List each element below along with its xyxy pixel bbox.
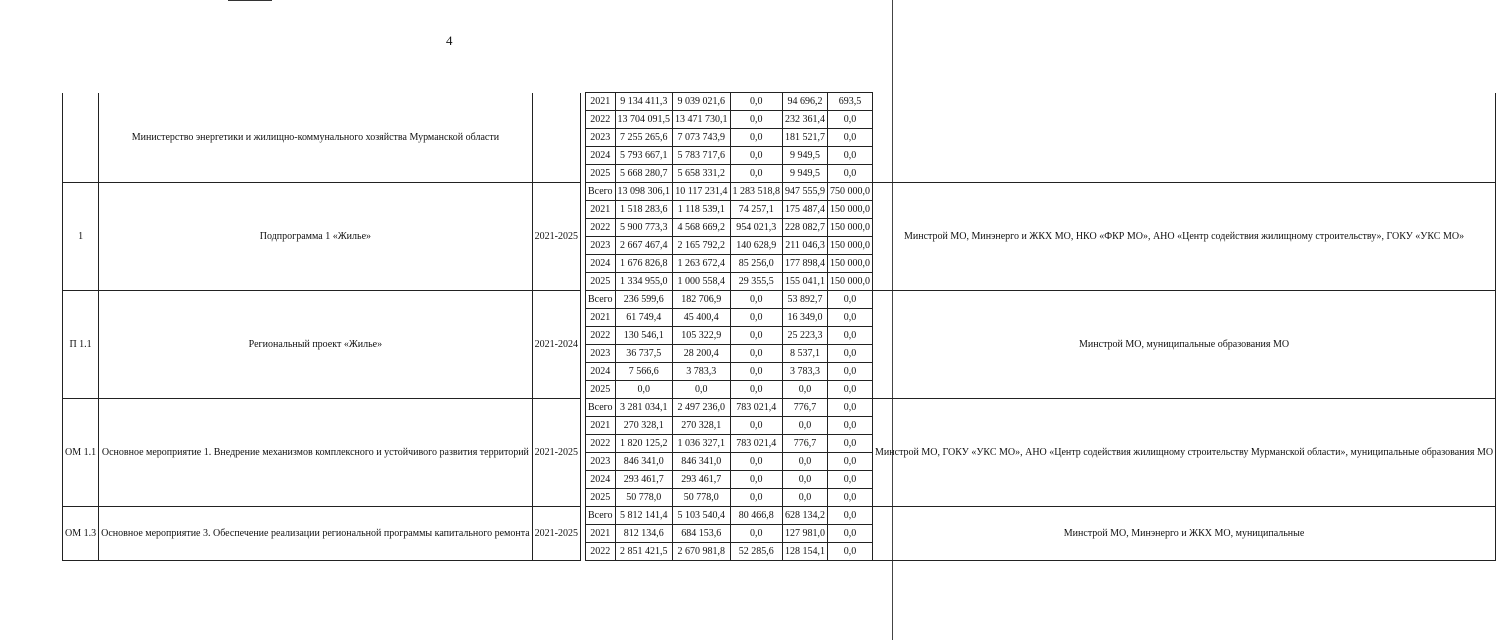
year-cell: 2022	[586, 435, 616, 453]
year-cell: 2021	[586, 417, 616, 435]
item-period: 2021-2024	[532, 291, 580, 399]
amount-cell: 7 073 743,9	[673, 129, 731, 147]
amount-cell: 846 341,0	[673, 453, 731, 471]
amount-cell: 3 783,3	[783, 363, 828, 381]
item-number: 1	[63, 183, 99, 291]
year-cell: 2021	[586, 309, 616, 327]
amount-cell: 0,0	[828, 111, 873, 129]
amount-cell: 2 497 236,0	[673, 399, 731, 417]
amount-cell: 0,0	[730, 525, 783, 543]
amount-cell: 1 518 283,6	[615, 201, 673, 219]
item-executor: Минстрой МО, Минэнерго и ЖКХ МО, НКО «ФКР МО», АНО «Центр содействия жилищному строительству», ГОКУ «УКС МО»	[873, 183, 1496, 291]
amount-cell: 10 117 231,4	[673, 183, 731, 201]
amount-cell: 0,0	[730, 471, 783, 489]
year-cell: 2023	[586, 453, 616, 471]
year-cell: 2025	[586, 489, 616, 507]
item-period: 2021-2025	[532, 399, 580, 507]
amount-cell: 50 778,0	[673, 489, 731, 507]
amount-cell: 2 670 981,8	[673, 543, 731, 561]
amount-cell: 0,0	[730, 417, 783, 435]
amount-cell: 0,0	[730, 129, 783, 147]
amount-cell: 812 134,6	[615, 525, 673, 543]
year-cell: 2024	[586, 363, 616, 381]
amount-cell: 947 555,9	[783, 183, 828, 201]
table-row	[63, 183, 1496, 201]
amount-cell: 0,0	[730, 345, 783, 363]
amount-cell: 0,0	[828, 507, 873, 525]
item-number: ОМ 1.3	[63, 507, 99, 561]
amount-cell: 776,7	[783, 399, 828, 417]
amount-cell: 80 466,8	[730, 507, 783, 525]
amount-cell: 150 000,0	[828, 237, 873, 255]
year-cell: 2023	[586, 237, 616, 255]
amount-cell: 0,0	[730, 453, 783, 471]
amount-cell: 128 154,1	[783, 543, 828, 561]
amount-cell: 25 223,3	[783, 327, 828, 345]
amount-cell: 74 257,1	[730, 201, 783, 219]
amount-cell: 94 696,2	[783, 93, 828, 111]
amount-cell: 2 165 792,2	[673, 237, 731, 255]
amount-cell: 0,0	[783, 417, 828, 435]
amount-cell: 9 134 411,3	[615, 93, 673, 111]
amount-cell: 150 000,0	[828, 255, 873, 273]
amount-cell: 270 328,1	[673, 417, 731, 435]
amount-cell: 0,0	[730, 363, 783, 381]
year-cell: Всего	[586, 291, 616, 309]
table-row	[63, 93, 1496, 111]
amount-cell: 0,0	[828, 345, 873, 363]
year-cell: 2025	[586, 381, 616, 399]
amount-cell: 1 283 518,8	[730, 183, 783, 201]
item-name: Подпрограмма 1 «Жилье»	[99, 183, 533, 291]
year-cell: 2022	[586, 219, 616, 237]
year-cell: 2023	[586, 129, 616, 147]
amount-cell: 693,5	[828, 93, 873, 111]
amount-cell: 0,0	[828, 453, 873, 471]
amount-cell: 4 568 669,2	[673, 219, 731, 237]
amount-cell: 0,0	[828, 525, 873, 543]
amount-cell: 177 898,4	[783, 255, 828, 273]
year-cell: 2024	[586, 255, 616, 273]
amount-cell: 0,0	[730, 489, 783, 507]
amount-cell: 45 400,4	[673, 309, 731, 327]
amount-cell: 150 000,0	[828, 201, 873, 219]
amount-cell: 16 349,0	[783, 309, 828, 327]
table-row	[63, 399, 1496, 417]
amount-cell: 29 355,5	[730, 273, 783, 291]
amount-cell: 182 706,9	[673, 291, 731, 309]
amount-cell: 8 537,1	[783, 345, 828, 363]
page-number: 4	[446, 33, 453, 48]
year-cell: 2021	[586, 201, 616, 219]
amount-cell: 0,0	[730, 111, 783, 129]
amount-cell: 0,0	[730, 291, 783, 309]
amount-cell: 3 783,3	[673, 363, 731, 381]
amount-cell: 228 082,7	[783, 219, 828, 237]
amount-cell: 0,0	[730, 327, 783, 345]
amount-cell: 0,0	[828, 327, 873, 345]
year-cell: 2024	[586, 147, 616, 165]
amount-cell: 5 103 540,4	[673, 507, 731, 525]
item-executor	[873, 93, 1496, 183]
amount-cell: 0,0	[828, 399, 873, 417]
item-number	[63, 93, 99, 183]
amount-cell: 0,0	[828, 363, 873, 381]
amount-cell: 5 900 773,3	[615, 219, 673, 237]
amount-cell: 0,0	[730, 93, 783, 111]
amount-cell: 0,0	[828, 147, 873, 165]
amount-cell: 85 256,0	[730, 255, 783, 273]
amount-cell: 181 521,7	[783, 129, 828, 147]
amount-cell: 3 281 034,1	[615, 399, 673, 417]
amount-cell: 0,0	[673, 381, 731, 399]
amount-cell: 0,0	[783, 381, 828, 399]
amount-cell: 52 285,6	[730, 543, 783, 561]
amount-cell: 5 812 141,4	[615, 507, 673, 525]
year-cell: 2022	[586, 111, 616, 129]
item-executor: Минстрой МО, Минэнерго и ЖКХ МО, муниципальные	[873, 507, 1496, 561]
amount-cell: 0,0	[730, 309, 783, 327]
amount-cell: 175 487,4	[783, 201, 828, 219]
year-cell: 2021	[586, 525, 616, 543]
amount-cell: 293 461,7	[673, 471, 731, 489]
amount-cell: 53 892,7	[783, 291, 828, 309]
amount-cell: 270 328,1	[615, 417, 673, 435]
amount-cell: 13 471 730,1	[673, 111, 731, 129]
amount-cell: 0,0	[615, 381, 673, 399]
item-period: 2021-2025	[532, 507, 580, 561]
amount-cell: 0,0	[828, 309, 873, 327]
amount-cell: 1 263 672,4	[673, 255, 731, 273]
amount-cell: 236 599,6	[615, 291, 673, 309]
year-cell: 2024	[586, 471, 616, 489]
item-number: П 1.1	[63, 291, 99, 399]
amount-cell: 776,7	[783, 435, 828, 453]
amount-cell: 0,0	[828, 291, 873, 309]
amount-cell: 0,0	[828, 165, 873, 183]
amount-cell: 150 000,0	[828, 219, 873, 237]
amount-cell: 628 134,2	[783, 507, 828, 525]
amount-cell: 0,0	[730, 147, 783, 165]
amount-cell: 1 118 539,1	[673, 201, 731, 219]
amount-cell: 1 820 125,2	[615, 435, 673, 453]
amount-cell: 211 046,3	[783, 237, 828, 255]
amount-cell: 130 546,1	[615, 327, 673, 345]
amount-cell: 783 021,4	[730, 399, 783, 417]
amount-cell: 0,0	[828, 543, 873, 561]
amount-cell: 155 041,1	[783, 273, 828, 291]
amount-cell: 0,0	[828, 417, 873, 435]
amount-cell: 61 749,4	[615, 309, 673, 327]
year-cell: Всего	[586, 507, 616, 525]
amount-cell: 0,0	[730, 381, 783, 399]
amount-cell: 1 000 558,4	[673, 273, 731, 291]
amount-cell: 9 039 021,6	[673, 93, 731, 111]
amount-cell: 5 793 667,1	[615, 147, 673, 165]
year-cell: Всего	[586, 399, 616, 417]
amount-cell: 293 461,7	[615, 471, 673, 489]
amount-cell: 0,0	[828, 471, 873, 489]
amount-cell: 7 566,6	[615, 363, 673, 381]
amount-cell: 5 658 331,2	[673, 165, 731, 183]
year-cell: 2023	[586, 345, 616, 363]
amount-cell: 0,0	[783, 489, 828, 507]
year-cell: 2022	[586, 327, 616, 345]
amount-cell: 0,0	[828, 129, 873, 147]
year-cell: 2025	[586, 165, 616, 183]
item-name: Региональный проект «Жилье»	[99, 291, 533, 399]
amount-cell: 2 851 421,5	[615, 543, 673, 561]
amount-cell: 0,0	[828, 489, 873, 507]
amount-cell: 0,0	[783, 471, 828, 489]
table-row	[63, 291, 1496, 309]
amount-cell: 105 322,9	[673, 327, 731, 345]
amount-cell: 13 704 091,5	[615, 111, 673, 129]
amount-cell: 50 778,0	[615, 489, 673, 507]
amount-cell: 232 361,4	[783, 111, 828, 129]
amount-cell: 0,0	[783, 453, 828, 471]
amount-cell: 9 949,5	[783, 165, 828, 183]
amount-cell: 127 981,0	[783, 525, 828, 543]
amount-cell: 7 255 265,6	[615, 129, 673, 147]
top-rule	[228, 0, 272, 1]
amount-cell: 150 000,0	[828, 273, 873, 291]
amount-cell: 1 676 826,8	[615, 255, 673, 273]
amount-cell: 28 200,4	[673, 345, 731, 363]
amount-cell: 684 153,6	[673, 525, 731, 543]
amount-cell: 140 628,9	[730, 237, 783, 255]
amount-cell: 36 737,5	[615, 345, 673, 363]
amount-cell: 783 021,4	[730, 435, 783, 453]
amount-cell: 954 021,3	[730, 219, 783, 237]
amount-cell: 5 668 280,7	[615, 165, 673, 183]
budget-table	[62, 92, 1496, 561]
item-name: Министерство энергетики и жилищно-коммунального хозяйства Мурманской области	[99, 93, 533, 183]
item-name: Основное мероприятие 3. Обеспечение реализации региональной программы капитального ремонта	[99, 507, 533, 561]
year-cell: Всего	[586, 183, 616, 201]
year-cell: 2021	[586, 93, 616, 111]
table-row	[63, 507, 1496, 525]
amount-cell: 1 334 955,0	[615, 273, 673, 291]
item-executor: Минстрой МО, муниципальные образования МО	[873, 291, 1496, 399]
item-number: ОМ 1.1	[63, 399, 99, 507]
amount-cell: 9 949,5	[783, 147, 828, 165]
item-executor: Минстрой МО, ГОКУ «УКС МО», АНО «Центр содействия жилищному строительству Мурманской области», муниципальные образования МО	[873, 399, 1496, 507]
amount-cell: 750 000,0	[828, 183, 873, 201]
item-period: 2021-2025	[532, 183, 580, 291]
amount-cell: 0,0	[828, 435, 873, 453]
item-name: Основное мероприятие 1. Внедрение механизмов комплексного и устойчивого развития территорий	[99, 399, 533, 507]
item-period	[532, 93, 580, 183]
amount-cell: 846 341,0	[615, 453, 673, 471]
amount-cell: 0,0	[828, 381, 873, 399]
year-cell: 2025	[586, 273, 616, 291]
amount-cell: 1 036 327,1	[673, 435, 731, 453]
amount-cell: 5 783 717,6	[673, 147, 731, 165]
year-cell: 2022	[586, 543, 616, 561]
amount-cell: 2 667 467,4	[615, 237, 673, 255]
amount-cell: 13 098 306,1	[615, 183, 673, 201]
amount-cell: 0,0	[730, 165, 783, 183]
